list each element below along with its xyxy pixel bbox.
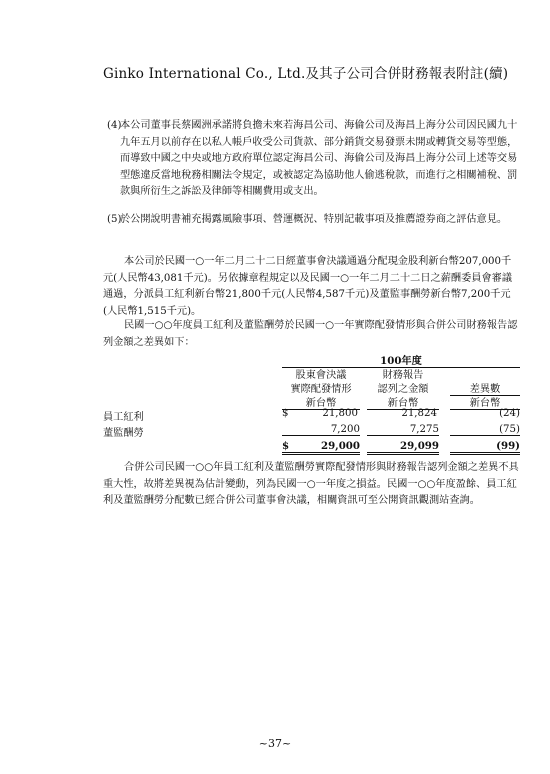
difference-intro-paragraph: 民國一○○年度員工紅利及董監酬勞於民國一○一年實際配發情形與合併公司財務報告認列金額之差異如下： bbox=[103, 320, 518, 348]
note-item-5-number: (5) bbox=[107, 214, 122, 225]
note-item-4-number: (4) bbox=[107, 120, 122, 131]
note-item-5 bbox=[107, 212, 527, 248]
row-col3-value: (75) bbox=[450, 424, 520, 436]
col1-currency: 新台幣 bbox=[282, 394, 360, 410]
total-col3-value: (99) bbox=[450, 440, 520, 455]
total-col1-value: 29,000 bbox=[282, 440, 360, 455]
col2-header-line2: 認列之金額 bbox=[377, 384, 429, 395]
row-label: 董監酬勞 bbox=[103, 428, 144, 439]
note-item-4 bbox=[107, 118, 527, 208]
row-col3-value: (24) bbox=[499, 408, 520, 419]
col3-header: 差異數 bbox=[450, 380, 520, 396]
conclusion-paragraph: 合併公司民國一○○年員工紅利及董監酬勞實際配發情形與財務報告認列金額之差異不具重大性，故將差異視為估計變動，列為民國一○一年度之損益。民國一○○年度盈餘、員工紅利及董監酬勞分配數已經合併公司董事會決議，相關資訊可至公開資訊觀測站查詢。 bbox=[103, 462, 519, 507]
note-item-5-text: 於公開說明書補充揭露風險事項、營運概況、特別記載事項及推薦證券商之評估意見。 bbox=[120, 214, 508, 225]
row-col1-value: 7,200 bbox=[282, 424, 360, 436]
dividend-paragraph: 本公司於民國一○一年二月二十二日經董事會決議通過分配現金股利新台幣207,000千元(人民幣43,081千元)。另依據章程規定以及民國一○一年二月二十二日之薪酬委員會審議通過，分派員工紅利新台幣21,800千元(人民幣4,587千元)及董監事酬勞新台幣7,200千元(人民幣1,515千元)。 bbox=[103, 256, 513, 317]
col1-header-line1: 股東會決議 bbox=[295, 370, 347, 381]
col1-header-line2: 實際配發情形 bbox=[290, 384, 352, 395]
page-title: Ginko International Co., Ltd.及其子公司合併財務報表附註(續) bbox=[103, 66, 509, 82]
row-dollar-sign: $ bbox=[282, 408, 289, 419]
row-col1-value: 21,800 bbox=[322, 408, 358, 419]
col2-header-line1: 財務報告 bbox=[382, 370, 424, 381]
total-dollar-sign: $ bbox=[282, 440, 290, 452]
page-number: ~37~ bbox=[258, 737, 292, 750]
note-item-4-text: 本公司董事長蔡國洲承諾將負擔未來若海昌公司、海倫公司及海昌上海分公司因民國九十九年五月以前存在以私人帳戶收受公司貨款、部分銷貨交易發票未開或轉貨交易等型態，而導致中國之中央或地方政府單位認定海昌公司、海倫公司及海昌上海分公司上述等交易型態違反當地稅務相關法令規定，或被認定為協助他人偷逃稅款，而進行之相關補稅、罰款與所衍生之訴訟及律師等相關費用或支出。 bbox=[120, 120, 518, 198]
year-header: 100年度 bbox=[282, 352, 520, 368]
total-col2-value: 29,099 bbox=[367, 440, 439, 455]
col3-currency: 新台幣 bbox=[450, 394, 520, 410]
col2-currency: 新台幣 bbox=[367, 394, 439, 410]
row-col2-value: 7,275 bbox=[367, 424, 439, 436]
row-col2-value: 21,824 bbox=[401, 408, 437, 419]
row-label: 員工紅利 bbox=[103, 412, 144, 423]
